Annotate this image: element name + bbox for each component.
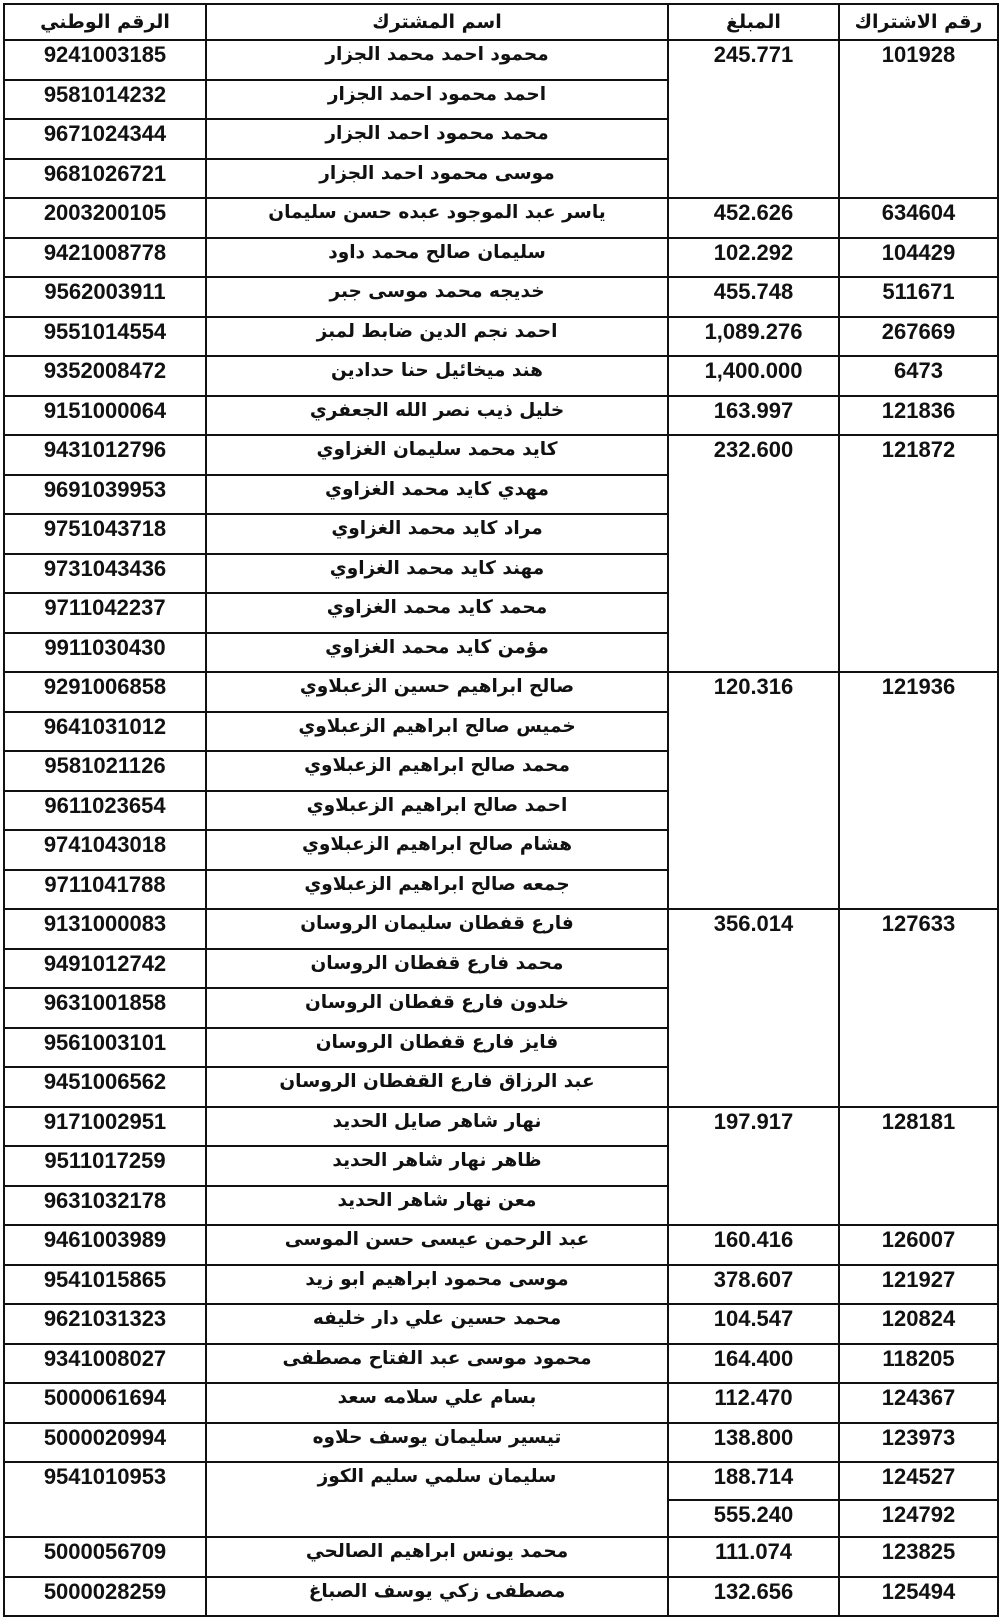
table-row [4,1423,998,1463]
subscriber-name: مصطفى زكي يوسف الصباغ [206,1577,668,1617]
subscription-number: 128181 [839,1107,998,1226]
subscriber-name: سليمان سلمي سليم الكوز [206,1462,668,1537]
amount-value: 132.656 [668,1577,839,1617]
national-id: 9541010953 [4,1462,206,1537]
subscriber-name: موسى محمود احمد الجزار [206,159,668,199]
table-row [4,1577,998,1617]
table-row [4,1107,998,1147]
header-name: اسم المشترك [206,4,668,40]
amount-value: 378.607 [668,1265,839,1305]
national-id: 9151000064 [4,396,206,436]
subscriber-name: محمد محمود احمد الجزار [206,119,668,159]
amount-value: 188.714 [668,1462,839,1500]
subscriber-name: خميس صالح ابراهيم الزعبلاوي [206,712,668,752]
subscriber-name: محمود احمد محمد الجزار [206,40,668,80]
table-row [4,238,998,278]
national-id: 9352008472 [4,356,206,396]
table-body [4,40,998,1616]
national-id: 9751043718 [4,514,206,554]
national-id: 9741043018 [4,830,206,870]
national-id: 9581021126 [4,751,206,791]
national-id: 9461003989 [4,1225,206,1265]
subscription-number: 6473 [839,356,998,396]
amount-value: 455.748 [668,277,839,317]
subscriber-name: ظاهر نهار شاهر الحديد [206,1146,668,1186]
subscriber-name: محمد حسين علي دار خليفه [206,1304,668,1344]
subscriber-name: كايد محمد سليمان الغزاوي [206,435,668,475]
header-row [4,4,998,40]
subscription-number: 104429 [839,238,998,278]
amount-value: 555.240 [668,1500,839,1538]
subscriber-name: مهند كايد محمد الغزاوي [206,554,668,594]
subscription-number: 120824 [839,1304,998,1344]
national-id: 9711041788 [4,870,206,910]
table-row [4,396,998,436]
subscription-number: 634604 [839,198,998,238]
amount-value: 197.917 [668,1107,839,1226]
subscription-number: 121936 [839,672,998,909]
national-id: 5000028259 [4,1577,206,1617]
subscriber-name: نهار شاهر صايل الحديد [206,1107,668,1147]
header-subscription: رقم الاشتراك [839,4,998,40]
subscriber-name: معن نهار شاهر الحديد [206,1186,668,1226]
table-row [4,277,998,317]
amount-value: 102.292 [668,238,839,278]
national-id: 9341008027 [4,1344,206,1384]
amount-value: 164.400 [668,1344,839,1384]
amount-value: 232.600 [668,435,839,672]
subscription-number: 118205 [839,1344,998,1384]
national-id: 9631032178 [4,1186,206,1226]
subscription-number: 101928 [839,40,998,198]
table-row [4,1304,998,1344]
national-id: 9551014554 [4,317,206,357]
amount-value: 452.626 [668,198,839,238]
subscriber-name: تيسير سليمان يوسف حلاوه [206,1423,668,1463]
subscriber-name: عبد الرزاق فارع القفطان الروسان [206,1067,668,1107]
subscriber-table [3,3,999,1617]
subscription-number: 124367 [839,1383,998,1423]
amount-value: 1,089.276 [668,317,839,357]
subscriber-name: فايز فارع قفطان الروسان [206,1028,668,1068]
amount-value: 111.074 [668,1537,839,1577]
subscriber-name: موسى محمود ابراهيم ابو زيد [206,1265,668,1305]
national-id: 9511017259 [4,1146,206,1186]
subscriber-name: محمد يونس ابراهيم الصالحي [206,1537,668,1577]
national-id: 9562003911 [4,277,206,317]
subscription-number: 123825 [839,1537,998,1577]
subscriber-name: احمد نجم الدين ضابط لمبز [206,317,668,357]
subscription-number: 121927 [839,1265,998,1305]
national-id: 9911030430 [4,633,206,673]
table-row [4,356,998,396]
amount-value: 138.800 [668,1423,839,1463]
national-id: 9451006562 [4,1067,206,1107]
national-id: 9681026721 [4,159,206,199]
subscriber-name: فارع قفطان سليمان الروسان [206,909,668,949]
national-id: 9431012796 [4,435,206,475]
national-id: 9621031323 [4,1304,206,1344]
national-id: 9671024344 [4,119,206,159]
amount-value: 120.316 [668,672,839,909]
subscriber-name: ياسر عبد الموجود عبده حسن سليمان [206,198,668,238]
national-id: 9171002951 [4,1107,206,1147]
national-id: 9131000083 [4,909,206,949]
national-id: 9491012742 [4,949,206,989]
subscriber-name: بسام علي سلامه سعد [206,1383,668,1423]
national-id: 9711042237 [4,593,206,633]
amount-value: 160.416 [668,1225,839,1265]
subscriber-name: مؤمن كايد محمد الغزاوي [206,633,668,673]
subscriber-name: خلدون فارع قفطان الروسان [206,988,668,1028]
table-row [4,198,998,238]
subscriber-name: احمد محمود احمد الجزار [206,80,668,120]
header-national-id: الرقم الوطني [4,4,206,40]
table-row [4,40,998,80]
national-id: 9641031012 [4,712,206,752]
table-row [4,435,998,475]
subscriber-name: محمد فارع قفطان الروسان [206,949,668,989]
subscription-number: 511671 [839,277,998,317]
national-id: 5000061694 [4,1383,206,1423]
national-id: 9611023654 [4,791,206,831]
amount-value: 104.547 [668,1304,839,1344]
amount-value: 356.014 [668,909,839,1107]
subscriber-name: محمد صالح ابراهيم الزعبلاوي [206,751,668,791]
national-id: 9291006858 [4,672,206,712]
subscriber-name: صالح ابراهيم حسين الزعبلاوي [206,672,668,712]
amount-value: 112.470 [668,1383,839,1423]
subscription-number: 124792 [839,1500,998,1538]
subscriber-name: احمد صالح ابراهيم الزعبلاوي [206,791,668,831]
subscriber-name: خليل ذيب نصر الله الجعفري [206,396,668,436]
subscription-number: 123973 [839,1423,998,1463]
subscriber-name: محمد كايد محمد الغزاوي [206,593,668,633]
table-row [4,672,998,712]
amount-value: 1,400.000 [668,356,839,396]
subscriber-name: مراد كايد محمد الغزاوي [206,514,668,554]
table-row [4,909,998,949]
subscription-number: 267669 [839,317,998,357]
subscriber-name: محمود موسى عبد الفتاح مصطفى [206,1344,668,1384]
subscription-number: 121836 [839,396,998,436]
subscriber-name: مهدي كايد محمد الغزاوي [206,475,668,515]
national-id: 5000020994 [4,1423,206,1463]
national-id: 9541015865 [4,1265,206,1305]
table-row [4,1537,998,1577]
national-id: 5000056709 [4,1537,206,1577]
subscriber-sheet [3,3,997,1604]
subscription-number: 127633 [839,909,998,1107]
table-row [4,1344,998,1384]
table-row [4,1265,998,1305]
national-id: 9581014232 [4,80,206,120]
subscriber-name: سليمان صالح محمد داود [206,238,668,278]
table-row [4,1462,998,1500]
subscription-number: 125494 [839,1577,998,1617]
national-id: 9561003101 [4,1028,206,1068]
subscriber-name: هشام صالح ابراهيم الزعبلاوي [206,830,668,870]
amount-value: 245.771 [668,40,839,198]
subscriber-name: هند ميخائيل حنا حدادين [206,356,668,396]
national-id: 9691039953 [4,475,206,515]
national-id: 9731043436 [4,554,206,594]
national-id: 9631001858 [4,988,206,1028]
subscription-number: 126007 [839,1225,998,1265]
subscriber-name: جمعه صالح ابراهيم الزعبلاوي [206,870,668,910]
subscription-number: 124527 [839,1462,998,1500]
table-row [4,1383,998,1423]
amount-value: 163.997 [668,396,839,436]
subscriber-name: عبد الرحمن عيسى حسن الموسى [206,1225,668,1265]
header-amount: المبلغ [668,4,839,40]
national-id: 2003200105 [4,198,206,238]
subscriber-name: خديجه محمد موسى جبر [206,277,668,317]
national-id: 9241003185 [4,40,206,80]
subscription-number: 121872 [839,435,998,672]
table-row [4,317,998,357]
national-id: 9421008778 [4,238,206,278]
table-row [4,1225,998,1265]
